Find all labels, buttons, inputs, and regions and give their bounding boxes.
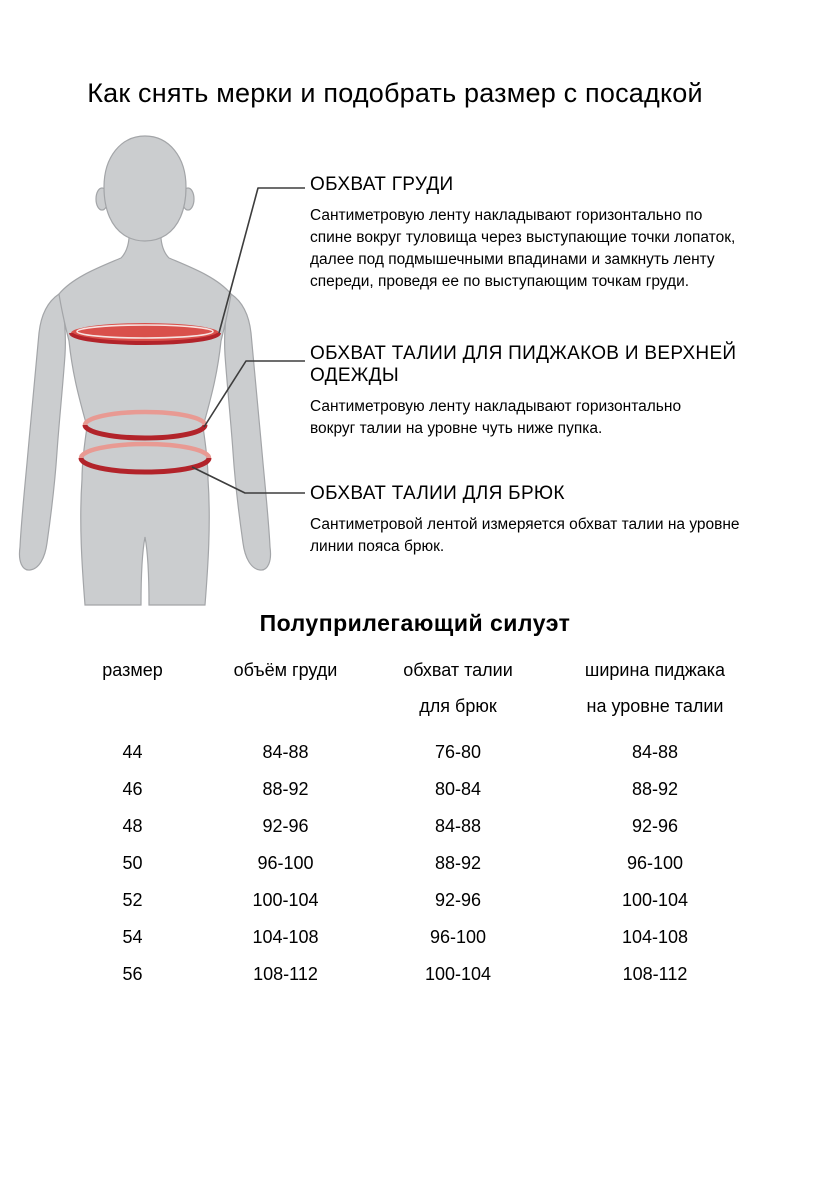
cell-jacket-width: 108-112	[622, 964, 688, 984]
section-jacket-waist	[310, 343, 780, 440]
table-row	[60, 882, 760, 919]
section-trouser-waist-heading: ОБХВАТ ТАЛИИ ДЛЯ БРЮК	[310, 483, 565, 504]
section-chest	[310, 174, 780, 293]
cell-jacket-width: 100-104	[621, 890, 689, 910]
table-row	[60, 956, 760, 993]
column-header-trouser-waist-line2: для брюк	[419, 696, 497, 716]
cell-jacket-width: 92-96	[631, 816, 679, 836]
table-row	[60, 808, 760, 845]
cell-size: 46	[122, 779, 143, 799]
size-table-header	[60, 652, 760, 724]
cell-trouser-waist: 84-88	[434, 816, 482, 836]
cell-jacket-width: 104-108	[621, 927, 689, 947]
table-row	[60, 771, 760, 808]
right-arm-shape	[225, 294, 271, 570]
column-header-trouser-waist: обхват талии	[403, 660, 513, 680]
header-row-line2	[60, 688, 760, 724]
cell-chest: 104-108	[252, 927, 319, 947]
cell-trouser-waist: 96-100	[429, 927, 487, 947]
cell-size: 54	[122, 927, 143, 947]
size-table-body	[60, 734, 760, 993]
body-line: далее под подмышечными впадинами и замкнуть ленту	[310, 251, 715, 268]
column-header-jacket-width-line2: на уровне талии	[586, 696, 724, 716]
cell-size: 44	[122, 742, 143, 762]
header-row	[60, 652, 760, 688]
cell-trouser-waist: 100-104	[424, 964, 492, 984]
torso-legs-shape	[59, 226, 231, 605]
size-table-title: Полуприлегающий силуэт	[259, 610, 571, 636]
section-jacket-waist-body	[310, 396, 780, 440]
cell-size: 50	[122, 853, 143, 873]
body-line: Сантиметровую ленту накладывают горизонтально по	[310, 207, 703, 224]
section-trouser-waist-body	[310, 514, 780, 558]
table-row	[60, 734, 760, 771]
cell-chest: 96-100	[257, 853, 314, 873]
section-chest-heading: ОБХВАТ ГРУДИ	[310, 174, 454, 195]
body-line: линии пояса брюк.	[310, 538, 445, 555]
body-line: Сантиметровую ленту накладывают горизонтально	[310, 398, 682, 415]
column-header-jacket-width: ширина пиджака	[584, 660, 726, 680]
column-header-chest-line2	[205, 688, 366, 724]
cell-trouser-waist: 88-92	[434, 853, 482, 873]
cell-chest: 84-88	[262, 742, 309, 762]
cell-trouser-waist: 80-84	[434, 779, 482, 799]
male-silhouette-figure	[0, 127, 310, 607]
cell-chest: 108-112	[253, 964, 318, 984]
left-arm-shape	[19, 294, 65, 570]
cell-jacket-width: 96-100	[626, 853, 684, 873]
body-line: спине вокруг туловища через выступающие точки лопаток,	[310, 229, 736, 246]
body-line: Сантиметровой лентой измеряется обхват талии на уровне	[310, 516, 740, 533]
section-trouser-waist	[310, 483, 780, 558]
cell-jacket-width: 84-88	[631, 742, 679, 762]
page-title: Как снять мерки и подобрать размер с посадкой	[87, 78, 703, 108]
size-table	[60, 652, 760, 993]
section-jacket-waist-heading: ОБХВАТ ТАЛИИ ДЛЯ ПИДЖАКОВ И ВЕРХНЕЙ ОДЕЖДЫ	[310, 343, 737, 386]
cell-chest: 88-92	[262, 779, 309, 799]
cell-size: 52	[122, 890, 143, 910]
cell-size: 56	[122, 964, 143, 984]
column-header-size: размер	[102, 660, 163, 680]
cell-trouser-waist: 76-80	[434, 742, 482, 762]
head-shape	[104, 136, 186, 241]
chest-band-icon	[71, 323, 219, 343]
section-chest-body	[310, 205, 780, 293]
cell-chest: 100-104	[252, 890, 319, 910]
cell-chest: 92-96	[262, 816, 309, 836]
table-row	[60, 845, 760, 882]
table-row	[60, 919, 760, 956]
column-header-chest: объём груди	[233, 660, 338, 680]
body-line: вокруг талии на уровне чуть ниже пупка.	[310, 420, 603, 437]
cell-size: 48	[122, 816, 143, 836]
cell-jacket-width: 88-92	[631, 779, 679, 799]
column-header-size-line2	[60, 688, 205, 724]
cell-trouser-waist: 92-96	[434, 890, 482, 910]
body-line: спереди, проведя ее по выступающим точкам груди.	[310, 273, 690, 290]
